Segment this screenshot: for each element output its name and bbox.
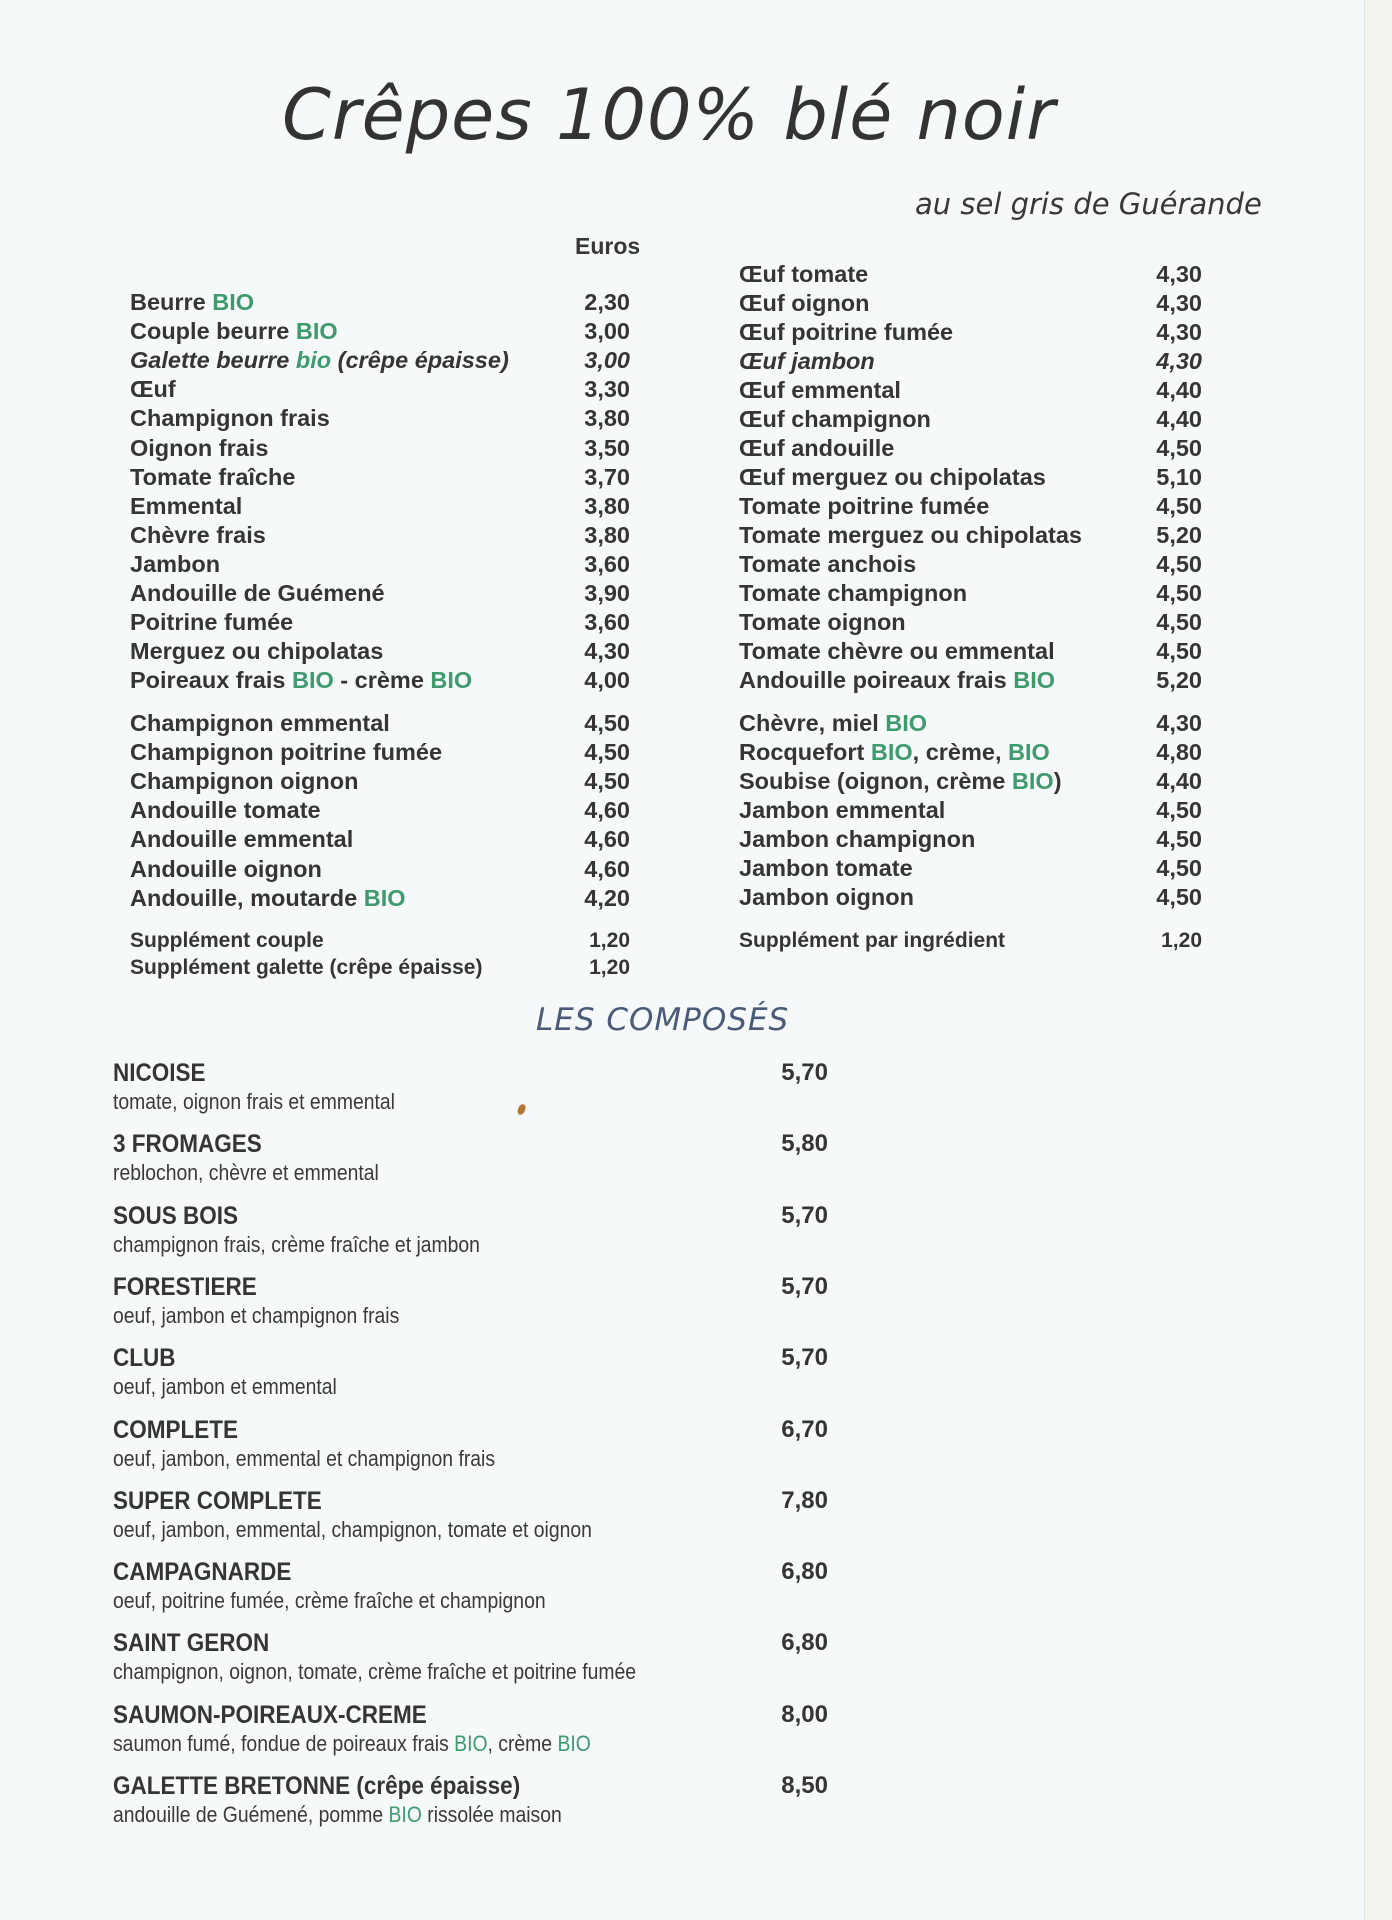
bio-label: BIO (1013, 667, 1056, 693)
compose-price: 5,70 (781, 1344, 828, 1372)
item-name (739, 666, 1055, 695)
menu-item-row (739, 854, 1202, 883)
item-name (130, 404, 330, 433)
item-name (739, 796, 945, 825)
menu-item-row (130, 375, 630, 404)
bio-label: BIO (291, 667, 334, 694)
item-name (130, 608, 293, 637)
item-name (130, 463, 295, 492)
bio-label: BIO (430, 667, 473, 694)
menu-item-row (739, 260, 1202, 289)
menu-item-row (130, 317, 630, 346)
compose-description (113, 1445, 495, 1473)
item-text: Jambon (130, 550, 221, 577)
item-name (130, 550, 220, 579)
item-price: 4,50 (1156, 855, 1202, 881)
compose-name: NICOISE (113, 1059, 206, 1087)
item-name (739, 825, 975, 854)
menu-item-row (739, 738, 1202, 767)
item-text: Poireaux frais (130, 667, 292, 694)
item-text: oeuf, jambon et emmental (113, 1374, 337, 1400)
compose-price: 6,70 (781, 1415, 828, 1443)
menu-item-row (130, 521, 630, 550)
item-name (130, 375, 176, 404)
item-name (130, 825, 353, 854)
bio-label: BIO (295, 318, 338, 345)
menu-item-row (739, 347, 1202, 376)
item-text: Œuf emmental (739, 377, 901, 403)
item-text: Œuf champignon (739, 406, 931, 432)
item-price: 4,30 (1156, 348, 1202, 374)
bio-label: BIO (870, 739, 913, 765)
compose-item (113, 1058, 828, 1120)
menu-item-row (739, 709, 1202, 738)
compose-name: COMPLETE (113, 1415, 239, 1444)
item-price: 3,80 (584, 521, 630, 548)
bio-label: BIO (212, 289, 255, 315)
item-text: Œuf tomate (739, 261, 869, 287)
item-name (739, 463, 1046, 492)
item-price: 3,80 (584, 405, 630, 432)
item-name (739, 883, 914, 912)
item-text: Tomate oignon (739, 609, 906, 635)
item-name (739, 521, 1082, 550)
item-name: Supplément couple (130, 929, 324, 952)
item-name (739, 637, 1055, 666)
menu-item-row (130, 579, 630, 608)
item-text: , crème (487, 1730, 558, 1756)
item-price: 4,60 (584, 797, 630, 824)
menu-item-row (130, 738, 630, 767)
item-name (739, 854, 913, 883)
item-text: Soubise (oignon, crème (739, 768, 1012, 794)
item-price: 4,00 (584, 667, 630, 694)
page-subtitle: au sel gris de Guérande (915, 187, 1262, 221)
menu-item-row (130, 463, 630, 492)
item-text: Champignon oignon (130, 768, 359, 795)
menu-item-row (130, 288, 630, 317)
item-text: Tomate anchois (739, 551, 917, 577)
menu-item-row (130, 796, 630, 825)
item-name (739, 318, 953, 347)
item-name (739, 289, 870, 318)
bio-label: bio (295, 347, 332, 374)
compose-description (113, 1159, 379, 1187)
item-text: Rocquefort (739, 739, 871, 765)
menu-item-row (130, 550, 630, 579)
supplement-row (130, 953, 630, 982)
item-price: 3,70 (584, 463, 630, 490)
item-price: 2,30 (584, 289, 630, 315)
bio-label: BIO (1011, 768, 1054, 794)
menu-item-row (130, 346, 630, 375)
item-text: Jambon tomate (739, 855, 913, 881)
item-price: 3,00 (584, 318, 630, 345)
compose-description (113, 1302, 399, 1330)
item-text: oeuf, poitrine fumée, crème fraîche et champignon (113, 1588, 546, 1614)
compose-item (113, 1272, 828, 1334)
item-text: tomate, oignon frais et emmental (113, 1089, 395, 1114)
item-name (130, 709, 390, 738)
item-text: oeuf, jambon, emmental, champignon, tomate et oignon (113, 1516, 592, 1542)
item-text: oeuf, jambon, emmental et champignon frais (113, 1445, 496, 1471)
item-name (739, 260, 868, 289)
item-text: Jambon emmental (739, 797, 946, 823)
menu-item-row (739, 289, 1202, 318)
bio-label: BIO (1008, 739, 1050, 765)
menu-item-row (130, 666, 630, 695)
item-price: 3,90 (584, 580, 630, 606)
item-name (739, 767, 1062, 796)
compose-name: SAINT GERON (113, 1629, 270, 1658)
item-price: 4,40 (1156, 406, 1202, 432)
item-price: 4,50 (1156, 609, 1202, 635)
item-name (739, 376, 901, 405)
compose-item (113, 1700, 828, 1762)
item-name (130, 434, 268, 463)
item-price: 4,50 (1156, 826, 1202, 852)
compose-description (113, 1516, 592, 1544)
item-price: 4,30 (1156, 319, 1202, 345)
item-price: 4,50 (1156, 435, 1202, 461)
item-name (130, 884, 406, 913)
item-text: - crème (333, 667, 431, 694)
menu-item-row (739, 463, 1202, 492)
compose-name: FORESTIERE (113, 1272, 257, 1301)
menu-item-row (739, 608, 1202, 637)
item-name (130, 521, 266, 550)
item-text: Tomate fraîche (130, 463, 296, 490)
item-text: Œuf (130, 376, 176, 403)
compose-name: CAMPAGNARDE (113, 1558, 292, 1587)
item-text: Oignon frais (130, 434, 269, 461)
item-price: 4,60 (584, 826, 630, 853)
item-text: ) (1053, 768, 1062, 794)
item-name (130, 579, 385, 608)
item-name (130, 855, 322, 884)
compose-item (113, 1415, 828, 1477)
item-text: Tomate merguez ou chipolatas (739, 522, 1082, 548)
item-text: Andouille tomate (130, 797, 321, 824)
item-text: Œuf merguez ou chipolatas (739, 464, 1046, 490)
item-text: Jambon oignon (739, 884, 914, 910)
compose-price: 5,70 (781, 1059, 828, 1086)
item-text: Œuf jambon (739, 348, 875, 374)
bio-label: BIO (454, 1730, 488, 1756)
menu-item-row (739, 376, 1202, 405)
menu-item-row (739, 405, 1202, 434)
compose-item (113, 1343, 828, 1405)
item-name (130, 492, 242, 521)
bio-label: BIO (363, 884, 406, 911)
item-price: 4,50 (1156, 638, 1202, 664)
bio-label: BIO (388, 1802, 422, 1827)
compose-price: 8,00 (781, 1700, 828, 1728)
compose-price: 5,80 (781, 1130, 828, 1158)
item-price: 1,20 (589, 929, 630, 952)
item-price: 4,50 (584, 768, 630, 795)
page-title: Crêpes 100% blé noir (282, 74, 1056, 156)
item-price: 4,40 (1156, 377, 1202, 403)
currency-label: Euros (575, 233, 641, 259)
compose-item (113, 1557, 828, 1619)
compose-description (113, 1658, 636, 1686)
compose-price: 8,50 (781, 1772, 828, 1799)
item-text: Merguez ou chipolatas (130, 638, 384, 665)
menu-item-row (739, 637, 1202, 666)
item-text: Champignon frais (130, 405, 330, 432)
item-price: 3,60 (584, 550, 630, 577)
item-price: 3,60 (584, 609, 630, 636)
item-name (130, 666, 472, 695)
compose-price: 5,70 (781, 1272, 828, 1300)
item-name (739, 738, 1050, 767)
item-text: oeuf, jambon et champignon frais (113, 1302, 400, 1328)
compose-name: GALETTE BRETONNE (crêpe épaisse) (113, 1772, 521, 1800)
item-name (739, 492, 989, 521)
menu-item-row (130, 404, 630, 433)
item-text: Œuf andouille (739, 435, 895, 461)
compose-description (113, 1088, 395, 1116)
item-name: Supplément par ingrédient (739, 929, 1006, 952)
item-text: Tomate poitrine fumée (739, 493, 990, 519)
item-name (130, 288, 254, 317)
item-price: 4,30 (1156, 261, 1202, 287)
item-name (130, 796, 321, 825)
menu-item-row (739, 825, 1202, 854)
item-price: 4,50 (1156, 551, 1202, 577)
item-price: 4,50 (1156, 493, 1202, 519)
bio-label: BIO (885, 710, 928, 736)
item-text: Beurre (130, 289, 213, 315)
compose-price: 6,80 (781, 1629, 828, 1657)
item-text: Emmental (130, 492, 243, 519)
item-price: 5,10 (1156, 464, 1202, 490)
item-price: 4,50 (584, 739, 630, 766)
menu-item-row (739, 767, 1202, 796)
item-text: Œuf poitrine fumée (739, 319, 954, 345)
item-price: 3,30 (584, 376, 630, 403)
item-text: Champignon emmental (130, 710, 390, 736)
menu-item-row (130, 767, 630, 796)
menu-item-row (130, 434, 630, 463)
item-text: Champignon poitrine fumée (130, 739, 443, 766)
compose-price: 7,80 (781, 1486, 828, 1514)
item-text: Couple beurre (130, 318, 296, 345)
item-price: 3,80 (584, 492, 630, 519)
item-name (130, 317, 338, 346)
item-price: 4,60 (584, 855, 630, 882)
menu-item-row (130, 884, 630, 913)
menu-item-row (739, 666, 1202, 695)
compose-description (113, 1373, 337, 1401)
menu-item-row (130, 492, 630, 521)
menu-item-row (739, 579, 1202, 608)
item-text: Andouille poireaux frais (739, 667, 1014, 693)
item-name (739, 709, 927, 738)
compose-description (113, 1801, 562, 1829)
item-price: 3,00 (584, 347, 630, 374)
item-text: reblochon, chèvre et emmental (113, 1160, 379, 1186)
menu-item-row (130, 825, 630, 854)
item-name (739, 550, 916, 579)
menu-item-row (739, 550, 1202, 579)
item-price: 4,30 (584, 638, 630, 665)
compose-description (113, 1730, 591, 1758)
compose-item (113, 1486, 828, 1548)
item-name: Supplément galette (crêpe épaisse) (130, 956, 483, 979)
item-text: , crème, (912, 739, 1009, 765)
item-text: Galette beurre (130, 347, 296, 374)
item-name (739, 608, 906, 637)
item-price: 5,20 (1156, 522, 1202, 548)
item-price: 4,30 (1156, 710, 1202, 736)
menu-item-row (739, 521, 1202, 550)
compose-price: 5,70 (781, 1201, 828, 1229)
item-name (130, 346, 509, 375)
item-name (739, 405, 931, 434)
item-name (739, 347, 875, 376)
compose-item (113, 1129, 828, 1191)
menu-item-row (130, 608, 630, 637)
item-price: 4,80 (1156, 739, 1202, 765)
item-name (739, 434, 894, 463)
item-name (130, 767, 358, 796)
menu-item-row (739, 883, 1202, 912)
item-text: rissolée maison (421, 1802, 562, 1827)
item-text: Tomate champignon (739, 580, 968, 606)
item-price: 1,20 (1161, 929, 1202, 952)
composes-section-title: LES COMPOSÉS (536, 1002, 790, 1038)
menu-item-row (739, 318, 1202, 347)
item-text: (crêpe épaisse) (331, 347, 509, 374)
item-text: Tomate chèvre ou emmental (739, 638, 1055, 664)
compose-name: 3 FROMAGES (113, 1130, 262, 1159)
compose-description (113, 1231, 480, 1259)
item-price: 3,50 (584, 434, 630, 461)
item-text: Andouille de Guémené (130, 580, 385, 606)
item-price: 4,50 (1156, 884, 1202, 910)
supplement-row (130, 926, 630, 955)
item-text: andouille de Guémené, pomme (113, 1802, 389, 1827)
item-name (130, 637, 383, 666)
item-text: Jambon champignon (739, 826, 976, 852)
item-text: Andouille emmental (130, 826, 354, 853)
item-price: 4,40 (1156, 768, 1202, 794)
item-price: 1,20 (589, 956, 630, 979)
menu-item-row (130, 855, 630, 884)
item-text: Chèvre, miel (739, 710, 886, 736)
compose-description (113, 1587, 546, 1615)
compose-item (113, 1201, 828, 1263)
menu-item-row (130, 637, 630, 666)
item-text: Andouille oignon (130, 855, 322, 882)
menu-item-row (739, 434, 1202, 463)
item-text: Chèvre frais (130, 521, 266, 548)
item-price: 4,50 (1156, 797, 1202, 823)
item-price: 4,20 (584, 884, 630, 911)
compose-name: SUPER COMPLETE (113, 1486, 322, 1515)
item-text: Andouille, moutarde (130, 884, 364, 911)
compose-name: CLUB (113, 1344, 176, 1373)
item-name (130, 738, 442, 767)
item-price: 4,50 (584, 710, 630, 736)
item-price: 4,30 (1156, 290, 1202, 316)
bio-label: BIO (557, 1730, 591, 1756)
compose-name: SOUS BOIS (113, 1201, 239, 1230)
item-name (739, 579, 967, 608)
item-price: 4,50 (1156, 580, 1202, 606)
item-price: 5,20 (1156, 667, 1202, 693)
item-text: champignon frais, crème fraîche et jambon (113, 1231, 480, 1257)
compose-item (113, 1771, 828, 1833)
menu-item-row (739, 492, 1202, 521)
menu-item-row (739, 796, 1202, 825)
compose-name: SAUMON-POIREAUX-CREME (113, 1700, 427, 1729)
item-text: saumon fumé, fondue de poireaux frais (113, 1730, 455, 1756)
compose-price: 6,80 (781, 1558, 828, 1586)
item-text: Œuf oignon (739, 290, 870, 316)
supplement-row (739, 926, 1202, 955)
menu-item-row (130, 709, 630, 738)
compose-item (113, 1628, 828, 1690)
item-text: Poitrine fumée (130, 609, 294, 636)
item-text: champignon, oignon, tomate, crème fraîche et poitrine fumée (113, 1659, 637, 1685)
